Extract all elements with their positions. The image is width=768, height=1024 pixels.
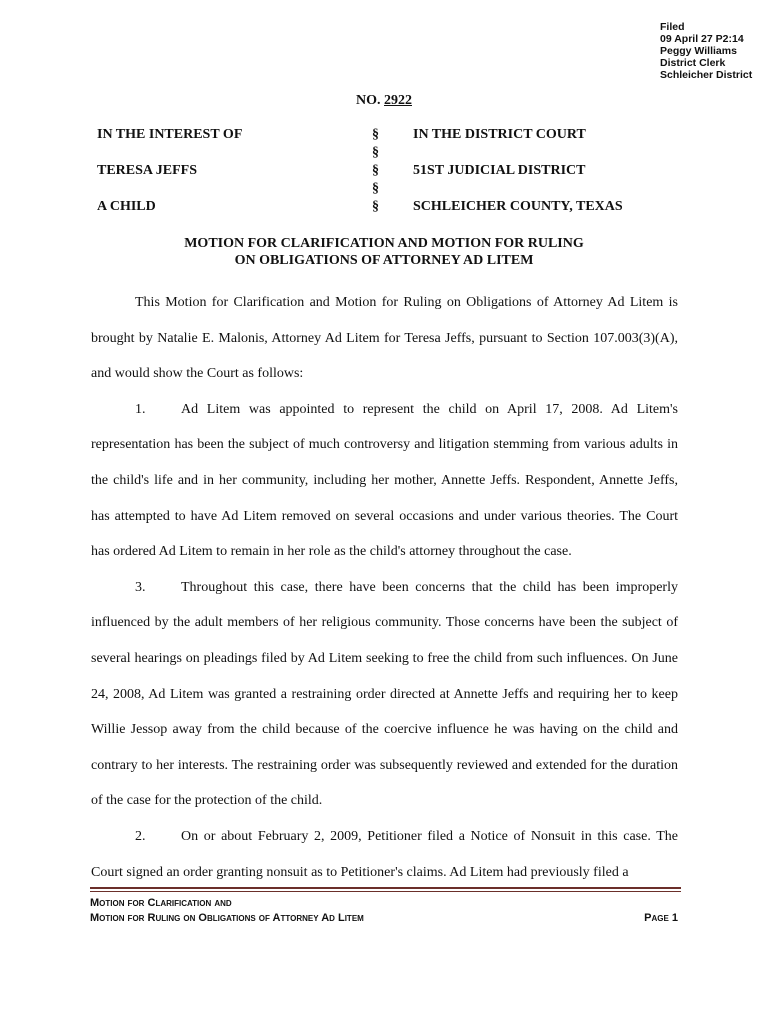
footer-line: Motion for Ruling on Obligations of Attorney Ad Litem: [90, 912, 364, 924]
footer-line: Motion for Clarification and: [90, 897, 232, 909]
cause-prefix: NO.: [356, 93, 381, 108]
paragraph-number: 3.: [135, 579, 146, 595]
footer-divider-thin: [90, 891, 681, 892]
caption-left: IN THE INTEREST OF: [97, 127, 243, 142]
paragraph-text: Throughout this case, there have been concerns that the child has been improperly influenced by the adult members of her religious community. Those concerns have been the subject of several hearings on pleadings filed by Ad Litem seeking to free the child from such influences. On June 24, 2008, Ad Litem was granted a restraining order directed at Annette Jeffs and requiring her to keep Willie Jessop away from the child because of the coercive influence he was having on the child and contrary to her interests. The restraining order was subsequently reviewed and extended for the duration of the case for the protection of the child.: [91, 579, 678, 809]
section-symbol: §: [372, 199, 379, 214]
stamp-line: Filed: [660, 21, 685, 33]
footer-divider: [90, 887, 681, 889]
motion-title-line: MOTION FOR CLARIFICATION AND MOTION FOR RULING: [184, 236, 584, 251]
filed-stamp: [660, 21, 766, 81]
motion-title: [0, 235, 768, 269]
caption-left: TERESA JEFFS: [97, 163, 197, 178]
stamp-line: District Clerk: [660, 57, 726, 69]
caption-right: 51ST JUDICIAL DISTRICT: [413, 163, 586, 178]
intro-paragraph: This Motion for Clarification and Motion for Ruling on Obligations of Attorney Ad Litem is brought by Natalie E. Malonis, Attorney Ad Litem for Teresa Jeffs, pursuant to Section 107.003(3)(A), and would show the Court as follows:: [91, 295, 678, 382]
numbered-paragraph: [91, 392, 678, 570]
paragraph-text: On or about February 2, 2009, Petitioner filed a Notice of Nonsuit in this case. The Court signed an order granting nonsuit as to Petitioner's claims. Ad Litem had previously filed a: [91, 828, 678, 880]
caption-right: SCHLEICHER COUNTY, TEXAS: [413, 199, 623, 214]
caption-right: IN THE DISTRICT COURT: [413, 127, 586, 142]
stamp-line: Schleicher District: [660, 69, 753, 81]
numbered-paragraph: [91, 570, 678, 819]
section-symbol: §: [372, 127, 379, 142]
stamp-line: Peggy Williams: [660, 45, 737, 57]
caption-left: A CHILD: [97, 199, 156, 214]
section-symbol: §: [372, 145, 379, 160]
stamp-line: 09 April 27 P2:14: [660, 33, 744, 45]
cause-number-value: 2922: [384, 93, 412, 108]
numbered-paragraph: [91, 819, 678, 890]
paragraph-text: Ad Litem was appointed to represent the child on April 17, 2008. Ad Litem's representation has been the subject of much controversy and litigation stemming from various adults in the child's life and in her community, including her mother, Annette Jeffs. Respondent, Annette Jeffs, has attempted to have Ad Litem removed on several occasions and under various theories. The Court has ordered Ad Litem to remain in her role as the child's attorney throughout the case.: [91, 401, 678, 560]
page-number: Page 1: [644, 912, 678, 924]
section-symbol: §: [372, 181, 379, 196]
motion-body: [91, 285, 678, 890]
footer-document-title: [90, 896, 364, 926]
paragraph-number: 1.: [135, 401, 146, 417]
cause-number: [0, 92, 768, 110]
section-symbol: §: [372, 163, 379, 178]
motion-title-line: ON OBLIGATIONS OF ATTORNEY AD LITEM: [234, 253, 534, 268]
paragraph-number: 2.: [135, 828, 146, 844]
